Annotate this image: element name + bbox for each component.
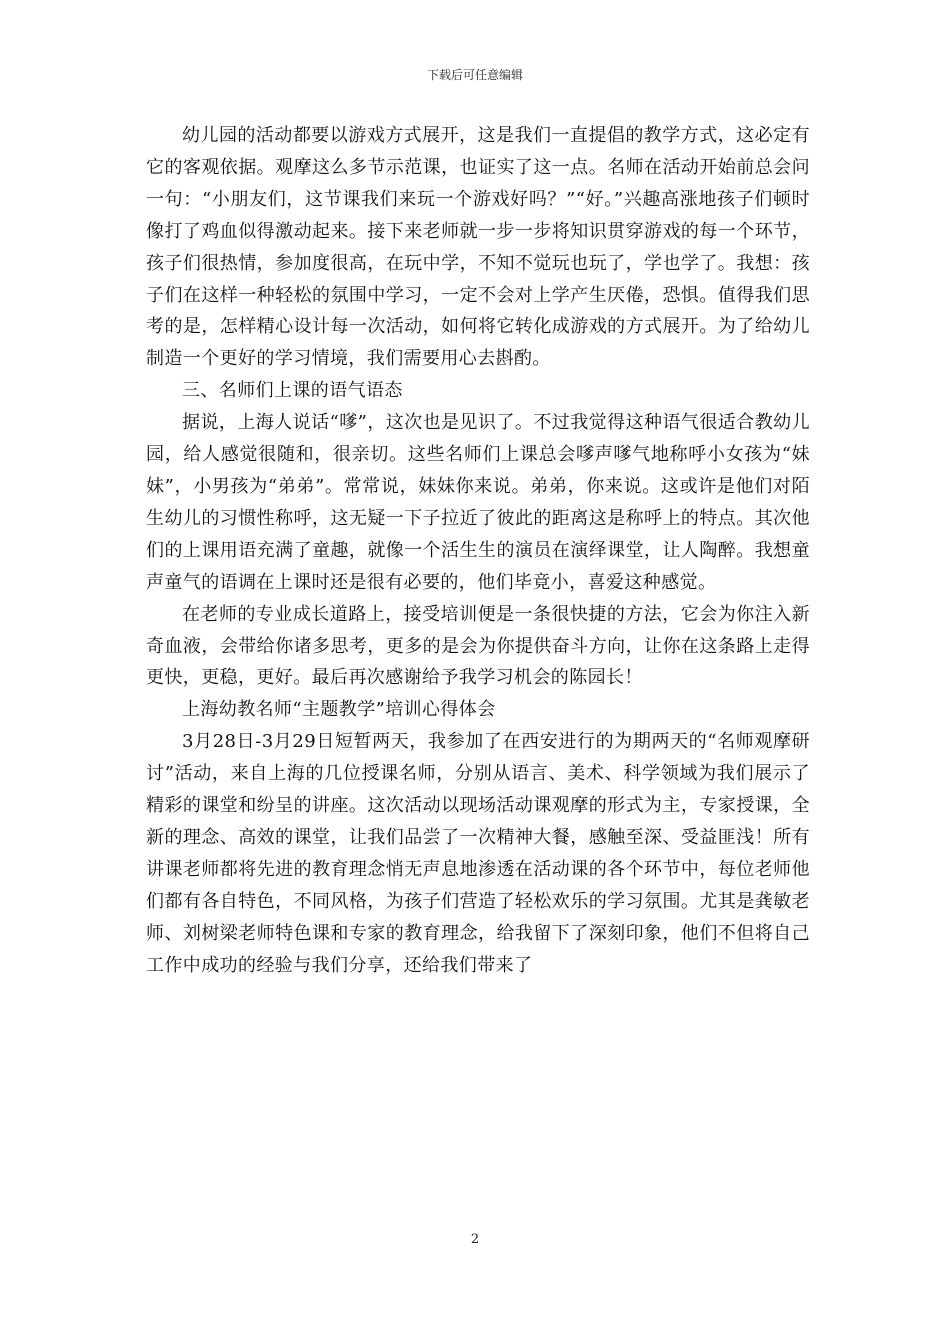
paragraph: 幼儿园的活动都要以游戏方式展开，这是我们一直提倡的教学方式，这必定有它的客观依据。观摩这么多节示范课，也证实了这一点。名师在活动开始前总会问一句：“小朋友们，这节课我们来玩一个游戏好吗？”“好。”兴趣高涨地孩子们顿时像打了鸡血似得激动起来。接下来老师就一步一步将知识贯穿游戏的每一个环节，孩子们很热情，参加度很高，在玩中学，不知不觉玩也玩了，学也学了。我想：孩子们在这样一种轻松的氛围中学习，一定不会对上学产生厌倦，恐惧。值得我们思考的是，怎样精心设计每一次活动，如何将它转化成游戏的方式展开。为了给幼儿制造一个更好的学习情境，我们需要用心去斟酌。: [146, 125, 810, 370]
paragraph: 3月28日-3月29日短暂两天，我参加了在西安进行的为期两天的“名师观摩研讨”活动，来自上海的几位授课名师，分别从语言、美术、科学领域为我们展示了精彩的课堂和纷呈的讲座。这次活动以现场活动课观摩的形式为主，专家授课，全新的理念、高效的课堂，让我们品尝了一次精神大餐，感触至深、受益匪浅！所有讲课老师都将先进的教育理念悄无声息地渗透在活动课的各个环节中，每位老师他们都有各自特色，不同风格，为孩子们营造了轻松欢乐的学习氛围。尤其是龚敏老师、刘树梁老师特色课和专家的教育理念，给我留下了深刻印象，他们不但将自己工作中成功的经验与我们分享，还给我们带来了: [146, 731, 810, 976]
document-body: [146, 120, 810, 981]
page-number: 2: [470, 1232, 480, 1247]
paragraph: 据说，上海人说话“嗲”，这次也是见识了。不过我觉得这种语气很适合教幼儿园，给人感觉很随和，很亲切。这些名师们上课总会嗲声嗲气地称呼小女孩为“妹妹”，小男孩为“弟弟”。常常说，妹妹你来说。弟弟，你来说。这或许是他们对陌生幼儿的习惯性称呼，这无疑一下子拉近了彼此的距离这是称呼上的特点。其次他们的上课用语充满了童趣，就像一个活生生的演员在演绎课堂，让人陶醉。我想童声童气的语调在上课时还是很有必要的，他们毕竟小，喜爱这种感觉。: [146, 412, 810, 593]
article-title: 上海幼教名师“主题教学”培训心得体会: [182, 699, 496, 721]
section-heading: 三、名师们上课的语气语态: [182, 380, 403, 402]
paragraph: 在老师的专业成长道路上，接受培训便是一条很快捷的方法，它会为你注入新奇血液，会带给你诸多思考，更多的是会为你提供奋斗方向，让你在这条路上走得更快，更稳，更好。最后再次感谢给予我学习机会的陈园长！: [146, 603, 810, 689]
page-header: 下载后可任意编辑: [426, 68, 523, 82]
